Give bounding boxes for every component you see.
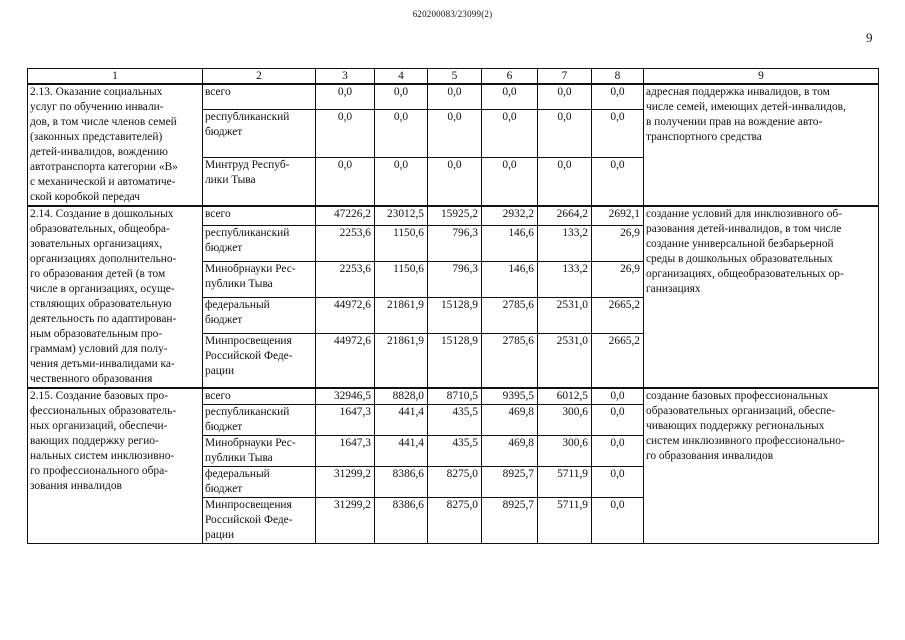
funding-source-cell: федеральный бюджет bbox=[203, 467, 316, 498]
measure-cell: 2.13. Оказание социальных услуг по обучению инвали- дов, в том числе членов семей (законных представителей) детей-инвалидов, вождению автотранспорта категории «В» с механической и автоматиче- ской коробкой передач bbox=[28, 84, 203, 206]
amount-cell: 2932,2 bbox=[482, 206, 538, 225]
amount-cell: 0,0 bbox=[538, 157, 592, 206]
amount-cell: 0,0 bbox=[592, 498, 644, 544]
amount-cell: 796,3 bbox=[428, 225, 482, 261]
program-table bbox=[27, 68, 879, 544]
amount-cell: 2785,6 bbox=[482, 334, 538, 388]
funding-source-cell: республиканский бюджет bbox=[203, 405, 316, 436]
table-body bbox=[28, 69, 879, 544]
page-number: 9 bbox=[866, 30, 873, 45]
amount-cell: 2665,2 bbox=[592, 334, 644, 388]
amount-cell: 133,2 bbox=[538, 225, 592, 261]
column-number: 5 bbox=[428, 69, 482, 85]
amount-cell: 15128,9 bbox=[428, 298, 482, 334]
amount-cell: 32946,5 bbox=[316, 388, 375, 405]
amount-cell: 5711,9 bbox=[538, 498, 592, 544]
funding-source-cell: всего bbox=[203, 388, 316, 405]
amount-cell: 31299,2 bbox=[316, 467, 375, 498]
amount-cell: 441,4 bbox=[375, 405, 428, 436]
amount-cell: 21861,9 bbox=[375, 298, 428, 334]
funding-source-cell: всего bbox=[203, 206, 316, 225]
amount-cell: 8828,0 bbox=[375, 388, 428, 405]
amount-cell: 146,6 bbox=[482, 261, 538, 297]
funding-source-cell: Минпросвещения Российской Феде- рации bbox=[203, 334, 316, 388]
amount-cell: 435,5 bbox=[428, 436, 482, 467]
amount-cell: 0,0 bbox=[375, 157, 428, 206]
amount-cell: 1150,6 bbox=[375, 225, 428, 261]
document-id: 620200083/23099(2) bbox=[412, 9, 493, 19]
amount-cell: 15925,2 bbox=[428, 206, 482, 225]
column-number: 7 bbox=[538, 69, 592, 85]
amount-cell: 44972,6 bbox=[316, 334, 375, 388]
amount-cell: 300,6 bbox=[538, 405, 592, 436]
amount-cell: 0,0 bbox=[428, 84, 482, 109]
amount-cell: 0,0 bbox=[375, 109, 428, 157]
amount-cell: 8386,6 bbox=[375, 467, 428, 498]
column-number: 4 bbox=[375, 69, 428, 85]
amount-cell: 8710,5 bbox=[428, 388, 482, 405]
amount-cell: 1647,3 bbox=[316, 436, 375, 467]
column-number: 8 bbox=[592, 69, 644, 85]
amount-cell: 47226,2 bbox=[316, 206, 375, 225]
amount-cell: 8386,6 bbox=[375, 498, 428, 544]
measure-cell: 2.14. Создание в дошкольных образовательных, общеобра- зовательных организациях, организациях дополнительно- го образования детей (в том числе в организациях, осуще- ствляющих образовательную деятельность по адаптирован- ным образовательным про- граммам) условий для полу- чения детьми-инвалидами ка- чественного образования bbox=[28, 206, 203, 388]
amount-cell: 0,0 bbox=[592, 388, 644, 405]
amount-cell: 2664,2 bbox=[538, 206, 592, 225]
amount-cell: 2692,1 bbox=[592, 206, 644, 225]
amount-cell: 0,0 bbox=[538, 109, 592, 157]
amount-cell: 8275,0 bbox=[428, 498, 482, 544]
amount-cell: 300,6 bbox=[538, 436, 592, 467]
amount-cell: 2531,0 bbox=[538, 334, 592, 388]
column-number: 1 bbox=[28, 69, 203, 85]
amount-cell: 796,3 bbox=[428, 261, 482, 297]
funding-source-cell: всего bbox=[203, 84, 316, 109]
amount-cell: 8275,0 bbox=[428, 467, 482, 498]
funding-source-cell: Минобрнауки Рес- публики Тыва bbox=[203, 436, 316, 467]
amount-cell: 5711,9 bbox=[538, 467, 592, 498]
amount-cell: 2665,2 bbox=[592, 298, 644, 334]
table-row bbox=[28, 206, 879, 225]
amount-cell: 0,0 bbox=[592, 405, 644, 436]
column-number: 6 bbox=[482, 69, 538, 85]
column-number-row bbox=[28, 69, 879, 85]
amount-cell: 9395,5 bbox=[482, 388, 538, 405]
amount-cell: 133,2 bbox=[538, 261, 592, 297]
amount-cell: 0,0 bbox=[375, 84, 428, 109]
amount-cell: 0,0 bbox=[592, 157, 644, 206]
amount-cell: 469,8 bbox=[482, 436, 538, 467]
funding-source-cell: Минпросвещения Российской Феде- рации bbox=[203, 498, 316, 544]
column-number: 3 bbox=[316, 69, 375, 85]
amount-cell: 6012,5 bbox=[538, 388, 592, 405]
amount-cell: 0,0 bbox=[316, 109, 375, 157]
funding-source-cell: республиканский бюджет bbox=[203, 109, 316, 157]
amount-cell: 0,0 bbox=[482, 109, 538, 157]
amount-cell: 44972,6 bbox=[316, 298, 375, 334]
amount-cell: 0,0 bbox=[428, 157, 482, 206]
amount-cell: 146,6 bbox=[482, 225, 538, 261]
amount-cell: 1150,6 bbox=[375, 261, 428, 297]
amount-cell: 31299,2 bbox=[316, 498, 375, 544]
column-number: 2 bbox=[203, 69, 316, 85]
funding-source-cell: Минтруд Респуб- лики Тыва bbox=[203, 157, 316, 206]
amount-cell: 469,8 bbox=[482, 405, 538, 436]
amount-cell: 0,0 bbox=[538, 84, 592, 109]
expected-result-cell: создание условий для инклюзивного об- разования детей-инвалидов, в том числе создание универсальной безбарьерной среды в дошкольных образовательных организациях, общеобразовательных ор- ганизациях bbox=[644, 206, 879, 388]
amount-cell: 8925,7 bbox=[482, 498, 538, 544]
amount-cell: 0,0 bbox=[428, 109, 482, 157]
amount-cell: 8925,7 bbox=[482, 467, 538, 498]
amount-cell: 15128,9 bbox=[428, 334, 482, 388]
amount-cell: 0,0 bbox=[592, 467, 644, 498]
expected-result-cell: адресная поддержка инвалидов, в том числе семей, имеющих детей-инвалидов, в получении прав на вождение авто- транспортного средства bbox=[644, 84, 879, 206]
amount-cell: 0,0 bbox=[592, 436, 644, 467]
funding-source-cell: республиканский бюджет bbox=[203, 225, 316, 261]
expected-result-cell: создание базовых профессиональных образовательных организаций, обеспе- чивающих поддержку региональных систем инклюзивного профессионально- го образования инвалидов bbox=[644, 388, 879, 544]
table-row bbox=[28, 388, 879, 405]
column-number: 9 bbox=[644, 69, 879, 85]
amount-cell: 0,0 bbox=[592, 84, 644, 109]
amount-cell: 0,0 bbox=[482, 157, 538, 206]
amount-cell: 0,0 bbox=[316, 84, 375, 109]
amount-cell: 0,0 bbox=[316, 157, 375, 206]
amount-cell: 2253,6 bbox=[316, 261, 375, 297]
amount-cell: 0,0 bbox=[592, 109, 644, 157]
amount-cell: 435,5 bbox=[428, 405, 482, 436]
amount-cell: 23012,5 bbox=[375, 206, 428, 225]
amount-cell: 26,9 bbox=[592, 261, 644, 297]
amount-cell: 2253,6 bbox=[316, 225, 375, 261]
funding-source-cell: Минобрнауки Рес- публики Тыва bbox=[203, 261, 316, 297]
amount-cell: 1647,3 bbox=[316, 405, 375, 436]
amount-cell: 2785,6 bbox=[482, 298, 538, 334]
amount-cell: 2531,0 bbox=[538, 298, 592, 334]
table-row bbox=[28, 84, 879, 109]
amount-cell: 441,4 bbox=[375, 436, 428, 467]
amount-cell: 0,0 bbox=[482, 84, 538, 109]
measure-cell: 2.15. Создание базовых про- фессиональных образователь- ных организаций, обеспечи- вающих поддержку регио- нальных систем инклюзивно- го профессионального обра- зования инвалидов bbox=[28, 388, 203, 544]
amount-cell: 26,9 bbox=[592, 225, 644, 261]
funding-source-cell: федеральный бюджет bbox=[203, 298, 316, 334]
amount-cell: 21861,9 bbox=[375, 334, 428, 388]
